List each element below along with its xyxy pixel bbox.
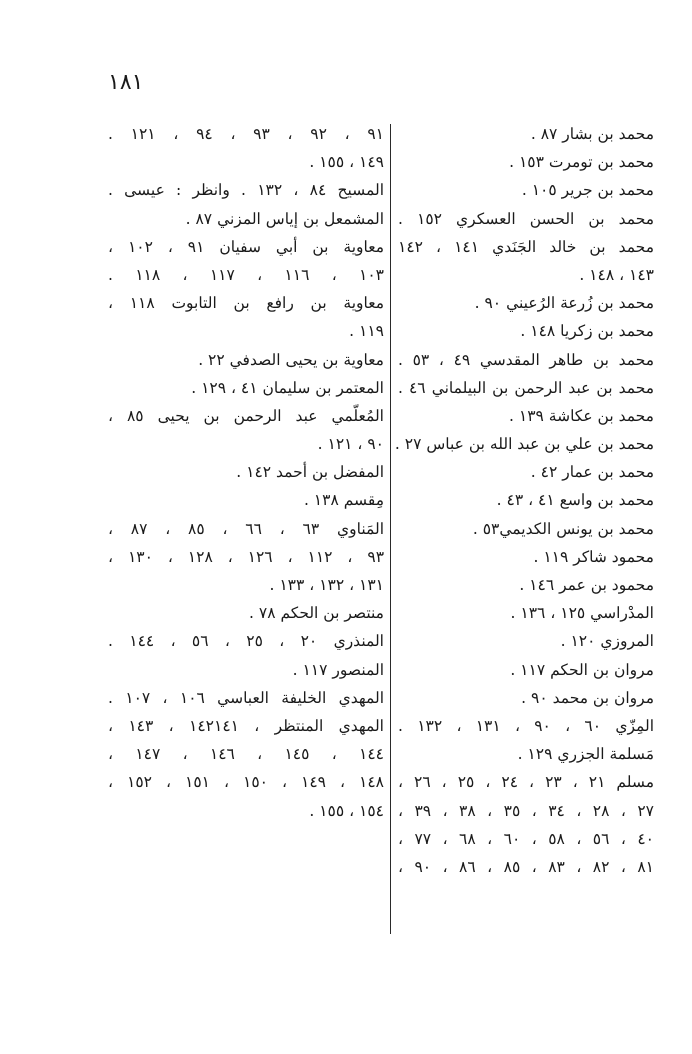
index-entry: محمد بن زكريا ١٤٨ .	[520, 322, 654, 341]
index-entry-continuation: ٤٠ ، ٥٦ ، ٥٨ ، ٦٠ ، ٦٨ ، ٧٧ ،	[398, 829, 655, 848]
index-entry: محمد بن واسع ٤١ ، ٤٣ .	[496, 491, 654, 510]
index-entry: محمد بن تومرت ١٥٣ .	[509, 153, 654, 172]
index-entry: محمد بن عكاشة ١٣٩ .	[509, 406, 654, 425]
index-entry: محمد بن يونس الكديمي٥٣ .	[472, 519, 654, 538]
index-entry-continuation: ٢٧ ، ٢٨ ، ٣٤ ، ٣٥ ، ٣٨ ، ٣٩ ،	[398, 801, 655, 820]
index-entry: المهدي الخليفة العباسي ١٠٦ ، ١٠٧ .	[108, 688, 385, 707]
index-entry: منتصر بن الحكم ٧٨ .	[249, 604, 384, 623]
index-entry: مسلم ٢١ ، ٢٣ ، ٢٤ ، ٢٥ ، ٢٦ ،	[398, 773, 655, 792]
index-entry: المسيح ٨٤ ، ١٣٢ . وانظر : عيسى .	[108, 181, 384, 200]
index-entry-continuation: ١٣١ ، ١٣٢ ، ١٣٣ .	[269, 576, 384, 594]
index-entry: المِزّي ٦٠ ، ٩٠ ، ١٣١ ، ١٣٢ .	[398, 716, 655, 735]
index-entry: المنصور ١١٧ .	[292, 660, 384, 679]
index-entry: محمد بن طاهر المقدسي ٤٩ ، ٥٣ .	[398, 350, 655, 369]
index-entry-continuation: ٩٣ ، ١١٢ ، ١٢٦ ، ١٢٨ ، ١٣٠ ،	[108, 547, 385, 566]
index-entry-continuation: ١٠٣ ، ١١٦ ، ١١٧ ، ١١٨ .	[108, 265, 384, 284]
index-entry: محمد بن علي بن عبد الله بن عباس ٢٧ .	[394, 435, 654, 454]
index-column-left	[108, 120, 384, 825]
index-entry-continuation: ١٤٣ ، ١٤٨ .	[579, 265, 654, 284]
index-entry-continuation: ١١٩ .	[349, 322, 384, 341]
index-entry: المنذري ٢٠ ، ٢٥ ، ٥٦ ، ١٤٤ .	[108, 632, 384, 651]
index-entry: محمود بن عمر ١٤٦ .	[519, 576, 654, 594]
column-divider	[390, 124, 391, 934]
index-entry-continuation: ٨١ ، ٨٢ ، ٨٣ ، ٨٥ ، ٨٦ ، ٩٠ ،	[398, 857, 655, 876]
index-entry: المُعلّمي عبد الرحمن بن يحيى ٨٥ ،	[108, 406, 384, 425]
index-entry: محمود شاكر ١١٩ .	[533, 547, 654, 566]
index-column-right	[394, 120, 655, 881]
index-entry-continuation: ٩١ ، ٩٢ ، ٩٣ ، ٩٤ ، ١٢١ .	[108, 125, 385, 143]
index-entry: معاوية بن يحيى الصدفي ٢٢ .	[198, 350, 384, 369]
index-entry: محمد بن عمار ٤٢ .	[530, 463, 654, 482]
index-entry: مِقسم ١٣٨ .	[303, 491, 384, 510]
index-entry-continuation: ٩٠ ، ١٢١ .	[317, 435, 384, 454]
index-entry: مَسلمة الجزري ١٢٩ .	[517, 745, 654, 764]
index-entry-continuation: ١٤٤ ، ١٤٥ ، ١٤٦ ، ١٤٧ ،	[108, 745, 385, 764]
index-entry: المهدي المنتظر ، ١٤٢١٤١ ، ١٤٣ ،	[108, 716, 384, 735]
index-entry: محمد بن بشار ٨٧ .	[530, 125, 654, 143]
index-entry: المدْراسي ١٢٥ ، ١٣٦ .	[510, 604, 654, 623]
index-entry: مروان بن محمد ٩٠ .	[521, 688, 654, 707]
index-entry: محمد بن جرير ١٠٥ .	[521, 181, 654, 200]
index-entry-continuation: ١٤٨ ، ١٤٩ ، ١٥٠ ، ١٥١ ، ١٥٢ ،	[108, 773, 384, 792]
index-entry: معاوية بن رافع بن التابوت ١١٨ ،	[108, 294, 384, 313]
index-entry: المشمعل بن إياس المزني ٨٧ .	[185, 209, 384, 228]
index-entry: محمد بن الحسن العسكري ١٥٢ .	[398, 209, 654, 228]
index-entry: المَناوي ٦٣ ، ٦٦ ، ٨٥ ، ٨٧ ،	[108, 519, 385, 538]
index-entry-continuation: ١٥٤ ، ١٥٥ .	[309, 801, 384, 820]
page-number: ١٨١	[108, 70, 144, 95]
index-entry: المعتمر بن سليمان ٤١ ، ١٢٩ .	[191, 378, 384, 397]
index-entry: المفضل بن أحمد ١٤٢ .	[236, 463, 384, 482]
index-entry: محمد بن خالد الجَنَدي ١٤١ ، ١٤٢	[398, 237, 654, 256]
index-entry-continuation: ١٤٩ ، ١٥٥ .	[309, 153, 384, 172]
index-entry: محمد بن عبد الرحمن بن البيلماني ٤٦ .	[398, 378, 654, 397]
index-entry: معاوية بن أبي سفيان ٩١ ، ١٠٢ ،	[108, 237, 385, 256]
index-entry: محمد بن زُرعة الرُعيني ٩٠ .	[474, 294, 654, 313]
index-entry: مروان بن الحكم ١١٧ .	[510, 660, 654, 679]
index-entry: المروزي ١٢٠ .	[560, 632, 654, 651]
